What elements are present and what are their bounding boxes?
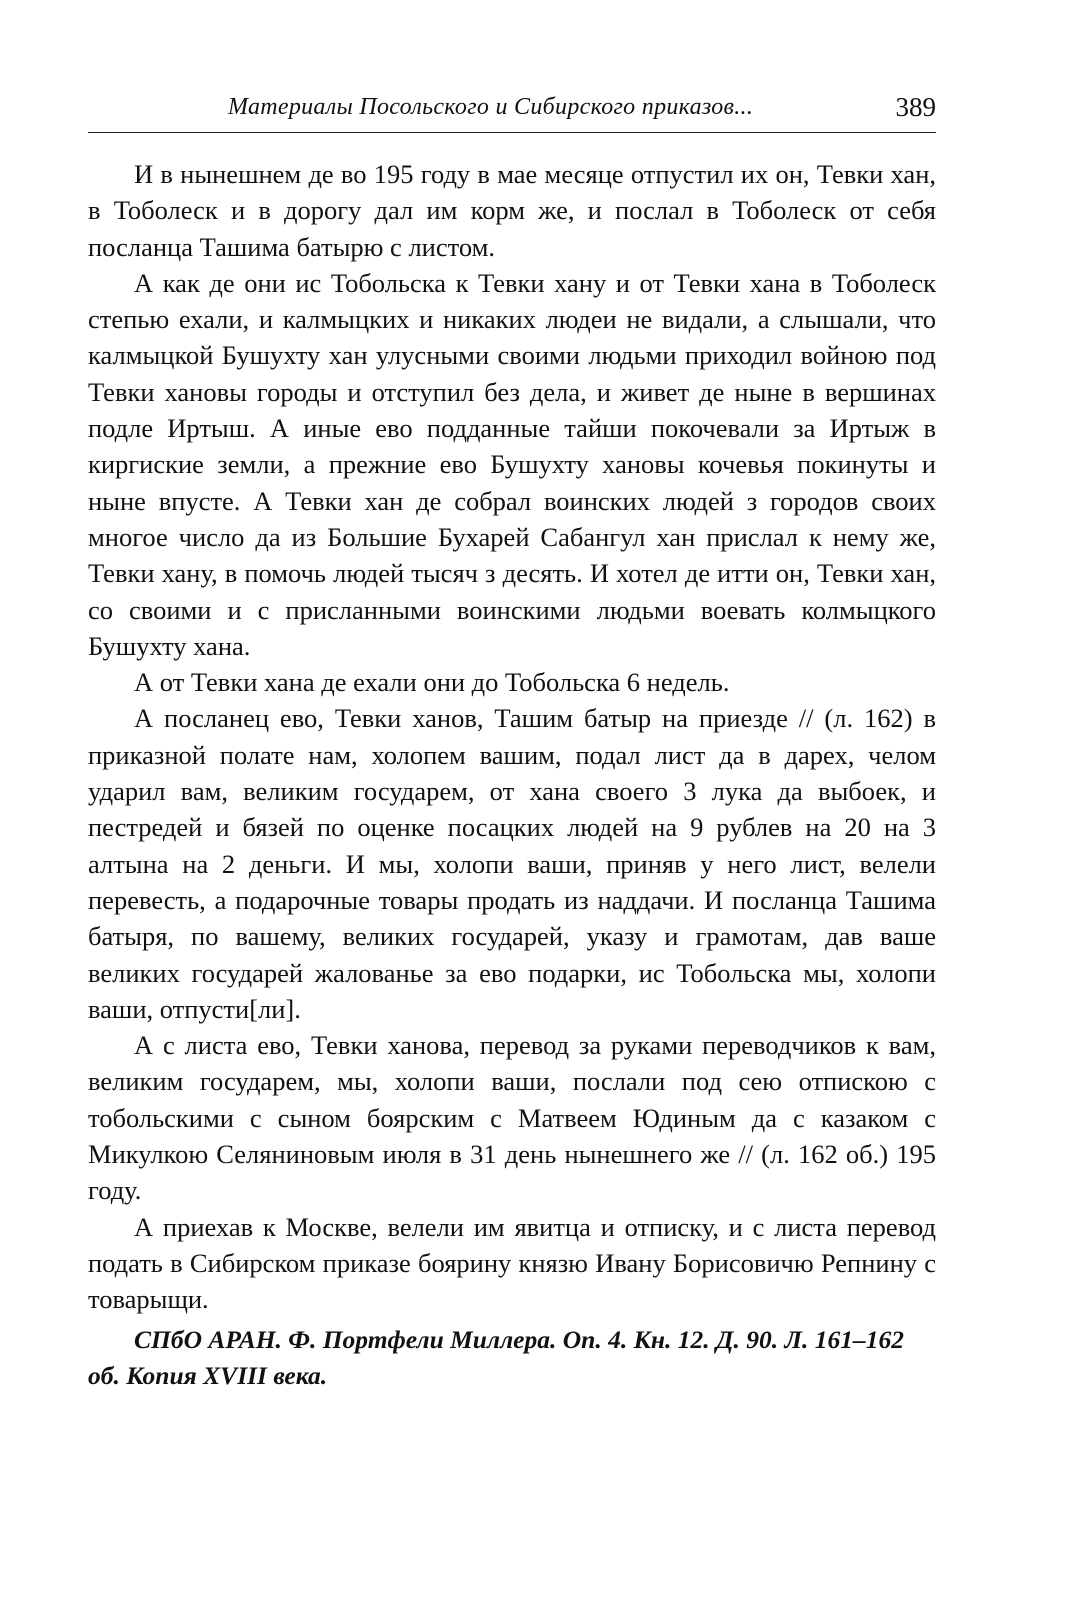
running-title: Материалы Посольского и Сибирского приказов... — [228, 94, 754, 120]
archival-source-note: СПбО АРАН. Ф. Портфели Миллера. Оп. 4. Кн. 12. Д. 90. Л. 161–162 об. Копия XVIII века. — [88, 1324, 904, 1390]
paragraph: А посланец ево, Тевки ханов, Ташим батыр на приезде // (л. 162) в приказной полате нам, холопем вашим, подал лист да в дарех, челом ударил вам, великим государем, от хана своего 3 лука да выбоек, и пестредей и бязей по оценке посацких людей на 9 рублев на 20 на 3 алтына на 2 деньги. И мы, холопи ваши, приняв у него лист, велели перевесть, а подарочные товары продать из наддачи. И посланца Ташима батыря, по вашему, великих государей, указу и грамотам, дав ваше великих государей жалованье за ево подарки, ис Тобольска мы, холопи ваши, отпусти[ли]. — [88, 703, 936, 1024]
page-number: 389 — [895, 92, 936, 122]
paragraph: И в нынешнем де во 195 году в мае месяце отпустил их он, Тевки хан, в Тоболеск и в дорогу дал им корм же, и послал в Тоболеск от себя посланца Ташима батырю с листом. — [88, 159, 936, 262]
paragraph: А как де они ис Тобольска к Тевки хану и от Тевки хана в Тоболеск степью ехали, и калмыцких и никаких людеи не видали, а слышали, что калмыцкой Бушухту хан улусными своими людьми приходил войною под Тевки хановы городы и отступил без дела, и живет де ныне в вершинах подле Иртыш. А иные ево подданные тайши покочевали за Иртыж в киргиские земли, а прежние ево Бушухту хановы кочевья покинуты и ныне впусте. А Тевки хан де собрал воинских людей з городов своих многое число да из Большие Бухарей Сабангул хан прислал к нему же, Тевки хану, в помочь людей тысяч з десять. И хотел де итти он, Тевки хан, со своими и с присланными воинскими людьми воевать колмыцкого Бушухту хана. — [88, 267, 936, 661]
paragraph: А приехав к Москве, велели им явитца и отписку, и с листа перевод подать в Сибирском приказе боярину князю Ивану Борисовичю Репнину с товарыщи. — [88, 1211, 936, 1315]
page-header — [88, 92, 936, 133]
paragraph: А с листа ево, Тевки ханова, перевод за руками переводчиков к вам, великим государем, мы, холопи ваши, послали под сею отпискою с тобольскими с сыном боярским с Матвеем Юдиным да с казаком с Микулкою Селяниновым июля в 31 день нынешнего же // (л. 162 об.) 195 году. — [88, 1030, 936, 1206]
paragraph: А от Тевки хана де ехали они до Тобольска 6 недель. — [134, 667, 730, 698]
main-text — [88, 156, 936, 1394]
